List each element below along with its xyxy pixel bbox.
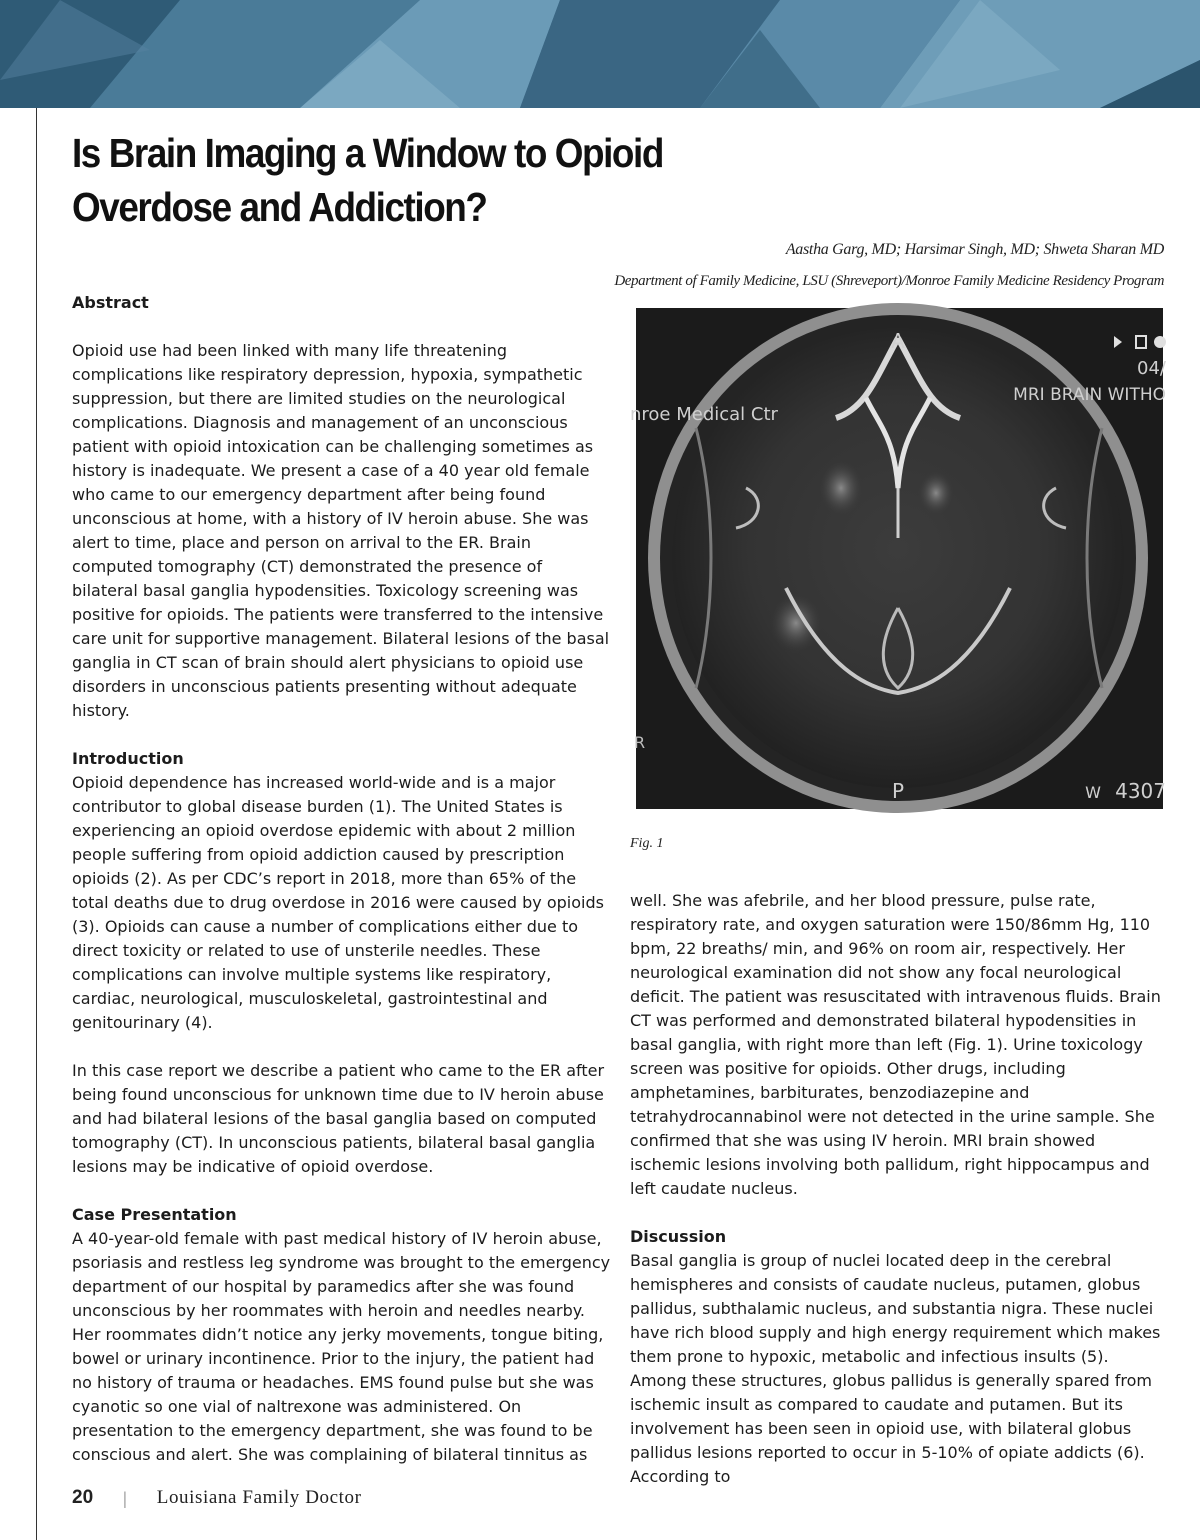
right-column bbox=[630, 889, 1170, 1489]
overlay-institution: nroe Medical Ctr bbox=[630, 404, 778, 425]
introduction-text-2: In this case report we describe a patient who came to the ER after being found unconscious for unknown time due to IV heroin abuse and had bilateral lesions of the basal ganglia based on computed tomography (CT). In unconscious patients, bilateral basal ganglia lesions may be indicative of opioid overdose. bbox=[72, 1061, 605, 1176]
mri-brain-image bbox=[630, 308, 1166, 809]
discussion-heading: Discussion bbox=[630, 1227, 727, 1246]
article-affiliation: Department of Family Medicine, LSU (Shreveport)/Monroe Family Medicine Residency Program bbox=[614, 273, 1164, 289]
introduction-text: Opioid dependence has increased world-wide and is a major contributor to global disease burden (1). The United States is experiencing an opioid overdose epidemic with about 2 million people suffering from opioid addiction caused by prescription opioids (2). As per CDC’s report in 2018, more than 65% of the total deaths due to drug overdose in 2016 were caused by opioids (3). Opioids can cause a number of complications either due to direct toxicity or related to use of unsterile needles. These complications can involve multiple systems like respiratory, cardiac, neurological, musculoskeletal, gastrointestinal and genitourinary (4). bbox=[72, 773, 604, 1032]
footer-separator: | bbox=[123, 1487, 127, 1508]
case-heading: Case Presentation bbox=[72, 1205, 237, 1224]
page-number: 20 bbox=[72, 1487, 94, 1508]
overlay-window-prefix: W bbox=[1085, 783, 1101, 802]
page-footer bbox=[72, 1484, 362, 1512]
case-text: A 40-year-old female with past medical history of IV heroin abuse, psoriasis and restless leg syndrome was brought to the emergency department of our hospital by paramedics after she was found unconscious by her roommates with heroin and needles nearby. Her roommates didn’t notice any jerky movements, tongue biting, bowel or urinary incontinence. Prior to the injury, the patient had no history of trauma or headaches. EMS found pulse but she was cyanotic so one vial of naltrexone was administered. On presentation to the emergency department, she was found to be conscious and alert. She was complaining of bilateral tinnitus as bbox=[72, 1229, 611, 1464]
overlay-anterior: A bbox=[891, 329, 905, 353]
article-authors: Aastha Garg, MD; Harsimar Singh, MD; Shweta Sharan MD bbox=[785, 241, 1164, 258]
article-title: Is Brain Imaging a Window to Opioid Overdose and Addiction? bbox=[72, 130, 663, 230]
mri-figure bbox=[630, 308, 1166, 809]
dot-icon bbox=[1154, 336, 1166, 348]
left-column bbox=[72, 291, 612, 1467]
journal-name: Louisiana Family Doctor bbox=[156, 1487, 362, 1508]
left-margin-rule bbox=[36, 108, 37, 1540]
overlay-right-side: R bbox=[634, 733, 646, 752]
overlay-date: 04/ bbox=[1137, 358, 1166, 379]
banner-pattern bbox=[0, 0, 1200, 108]
abstract-text: Opioid use had been linked with many life threatening complications like respiratory depression, hypoxia, sympathetic suppression, but there are limited studies on the neurological complications. Diagnosis and management of an unconscious patient with opioid intoxication can be challenging sometimes as history is inadequate. We present a case of a 40 year old female who came to our emergency department after being found unconscious at home, with a history of IV heroin abuse. She was alert to time, place and person on arrival to the ER. Brain computed tomography (CT) demonstrated the presence of bilateral basal ganglia hypodensities. Toxicology screening was positive for opioids. The patients were transferred to the intensive care unit for supportive management. Bilateral lesions of the basal ganglia in CT scan of brain should alert physicians to opioid use disorders in unconscious patients presenting without adequate history. bbox=[72, 341, 610, 720]
discussion-text: Basal ganglia is group of nuclei located deep in the cerebral hemispheres and consists of caudate nucleus, putamen, globus pallidus, subthalamic nucleus, and substantia nigra. These nuclei have rich blood supply and high energy requirement which makes them prone to hypoxic, metabolic and infectious insults (5). Among these structures, globus pallidus is generally spared from ischemic insult as compared to caudate and putamen. But its involvement has been seen in opioid use, with bilateral globus pallidus lesions reported to occur in 5-10% of opiate addicts (6). According to bbox=[630, 1251, 1161, 1486]
overlay-posterior: P bbox=[891, 779, 905, 803]
introduction-heading: Introduction bbox=[72, 749, 184, 768]
case-text-continued: well. She was afebrile, and her blood pressure, pulse rate, respiratory rate, and oxygen saturation were 150/86mm Hg, 110 bpm, 22 breaths/ min, and 96% on room air, respectively. Her neurological examination did not show any focal neurological deficit. The patient was resuscitated with intravenous fluids. Brain CT was performed and demonstrated bilateral hypodensities in basal ganglia, with right more than left (Fig. 1). Urine toxicology screen was positive for opioids. Other drugs, including amphetamines, barbiturates, benzodiazepine and tetrahydrocannabinol were not detected in the urine sample. She confirmed that she was using IV heroin. MRI brain showed ischemic lesions involving both pallidum, right hippocampus and left caudate nucleus. bbox=[630, 891, 1161, 1198]
overlay-number: 4307 bbox=[1115, 779, 1166, 803]
header-banner bbox=[0, 0, 1200, 108]
abstract-heading: Abstract bbox=[72, 293, 149, 312]
overlay-series-label: MRI BRAIN WITHO bbox=[1013, 385, 1166, 405]
figure-caption: Fig. 1 bbox=[630, 836, 664, 851]
